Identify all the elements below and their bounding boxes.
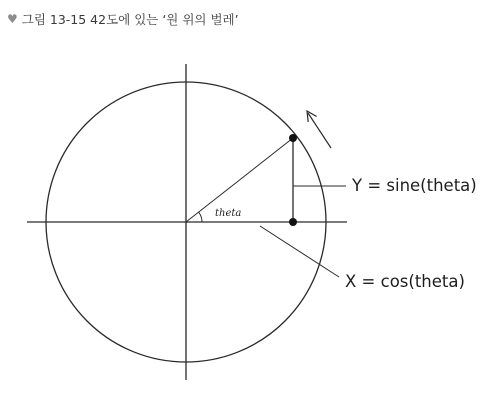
angle-arc <box>199 212 202 222</box>
heart-icon: ♥ <box>7 12 18 26</box>
motion-arrow <box>307 111 331 148</box>
caption-text: 그림 13-15 42도에 있는 ‘원 위의 벌레’ <box>21 12 239 27</box>
theta-label: theta <box>215 208 242 219</box>
projection-point <box>289 218 297 226</box>
bug-point <box>289 134 297 142</box>
cos-label: X = cos(theta) <box>345 272 465 291</box>
sine-label: Y = sine(theta) <box>352 176 477 195</box>
cos-leader-line <box>260 226 339 277</box>
